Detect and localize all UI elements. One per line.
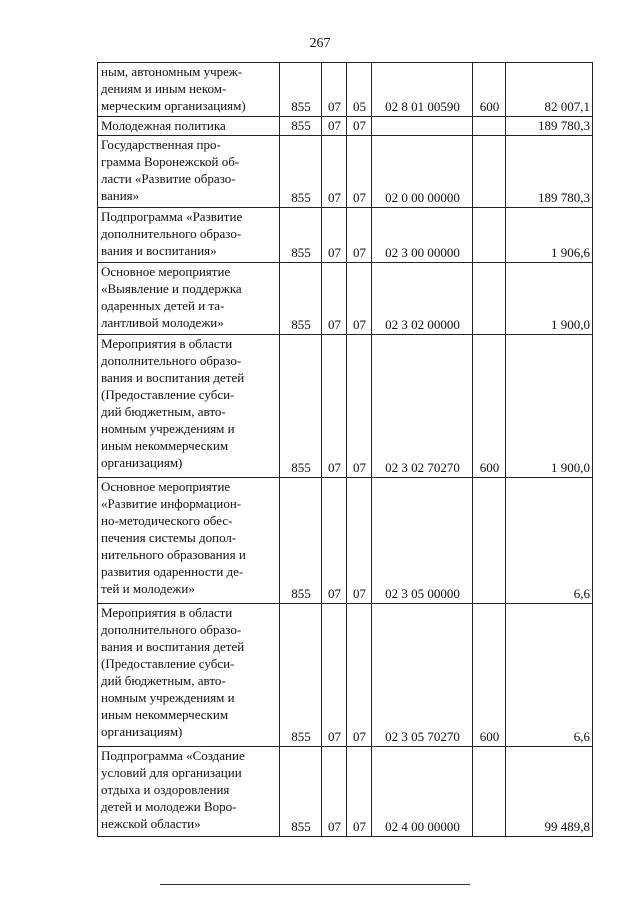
table-row <box>98 263 593 335</box>
admin-code: 855 <box>280 263 322 335</box>
expense-type-code: 600 <box>473 63 506 117</box>
table-row <box>98 335 593 478</box>
amount: 1 906,6 <box>506 208 593 263</box>
section-code: 07 <box>322 63 347 117</box>
admin-code: 855 <box>280 136 322 208</box>
amount: 6,6 <box>506 478 593 604</box>
amount: 189 780,3 <box>506 136 593 208</box>
expense-type-code <box>473 117 506 136</box>
subsection-code: 07 <box>347 208 372 263</box>
subsection-code: 05 <box>347 63 372 117</box>
page-number: 267 <box>309 36 331 51</box>
row-name: Основное мероприятие «Выявление и поддержка одаренных детей и та- лантливой молодежи» <box>98 263 280 335</box>
budget-table <box>97 62 593 837</box>
section-code: 07 <box>322 136 347 208</box>
target-article-code: 02 3 05 70270 <box>372 604 473 747</box>
admin-code: 855 <box>280 747 322 837</box>
target-article-code: 02 3 00 00000 <box>372 208 473 263</box>
table-row <box>98 604 593 747</box>
subsection-code: 07 <box>347 747 372 837</box>
subsection-code: 07 <box>347 263 372 335</box>
expense-type-code: 600 <box>473 335 506 478</box>
section-code: 07 <box>322 263 347 335</box>
target-article-code: 02 3 02 70270 <box>372 335 473 478</box>
expense-type-code <box>473 136 506 208</box>
row-name: Подпрограмма «Развитие дополнительного образо- вания и воспитания» <box>98 208 280 263</box>
expense-type-code <box>473 263 506 335</box>
row-name: ным, автономным учреж- дениям и иным неком- мерческим организациям) <box>98 63 280 117</box>
table-row <box>98 478 593 604</box>
target-article-code: 02 3 02 00000 <box>372 263 473 335</box>
table-row <box>98 63 593 117</box>
target-article-code: 02 3 05 00000 <box>372 478 473 604</box>
admin-code: 855 <box>280 335 322 478</box>
row-name: Мероприятия в области дополнительного образо- вания и воспитания детей (Предоставление субси- дий бюджетным, авто- номным учреждениям и иным некоммерческим организациям) <box>98 335 280 478</box>
subsection-code: 07 <box>347 117 372 136</box>
target-article-code <box>372 117 473 136</box>
amount: 82 007,1 <box>506 63 593 117</box>
subsection-code: 07 <box>347 136 372 208</box>
table-row <box>98 136 593 208</box>
row-name: Молодежная политика <box>98 117 280 136</box>
expense-type-code <box>473 747 506 837</box>
target-article-code: 02 4 00 00000 <box>372 747 473 837</box>
admin-code: 855 <box>280 604 322 747</box>
subsection-code: 07 <box>347 604 372 747</box>
table-row <box>98 747 593 837</box>
expense-type-code: 600 <box>473 604 506 747</box>
admin-code: 855 <box>280 478 322 604</box>
section-code: 07 <box>322 117 347 136</box>
section-code: 07 <box>322 208 347 263</box>
expense-type-code <box>473 208 506 263</box>
target-article-code: 02 8 01 00590 <box>372 63 473 117</box>
amount: 6,6 <box>506 604 593 747</box>
section-code: 07 <box>322 478 347 604</box>
target-article-code: 02 0 00 00000 <box>372 136 473 208</box>
row-name: Государственная про- грамма Воронежской об- ласти «Развитие образо- вания» <box>98 136 280 208</box>
section-code: 07 <box>322 335 347 478</box>
section-code: 07 <box>322 604 347 747</box>
admin-code: 855 <box>280 63 322 117</box>
amount: 1 900,0 <box>506 263 593 335</box>
expense-type-code <box>473 478 506 604</box>
section-code: 07 <box>322 747 347 837</box>
amount: 189 780,3 <box>506 117 593 136</box>
row-name: Основное мероприятие «Развитие информацион- но-методического обес- печения системы допол- нительного образования и развития одаренности де- тей и молодежи» <box>98 478 280 604</box>
admin-code: 855 <box>280 208 322 263</box>
row-name: Мероприятия в области дополнительного образо- вания и воспитания детей (Предоставление субси- дий бюджетным, авто- номным учреждениям и иным некоммерческим организациям) <box>98 604 280 747</box>
budget-table-body <box>98 63 593 837</box>
subsection-code: 07 <box>347 478 372 604</box>
table-row <box>98 117 593 136</box>
amount: 99 489,8 <box>506 747 593 837</box>
table-row <box>98 208 593 263</box>
admin-code: 855 <box>280 117 322 136</box>
row-name: Подпрограмма «Создание условий для организации отдыха и оздоровления детей и молодежи Воро- нежской области» <box>98 747 280 837</box>
subsection-code: 07 <box>347 335 372 478</box>
footer-divider <box>160 884 470 885</box>
amount: 1 900,0 <box>506 335 593 478</box>
